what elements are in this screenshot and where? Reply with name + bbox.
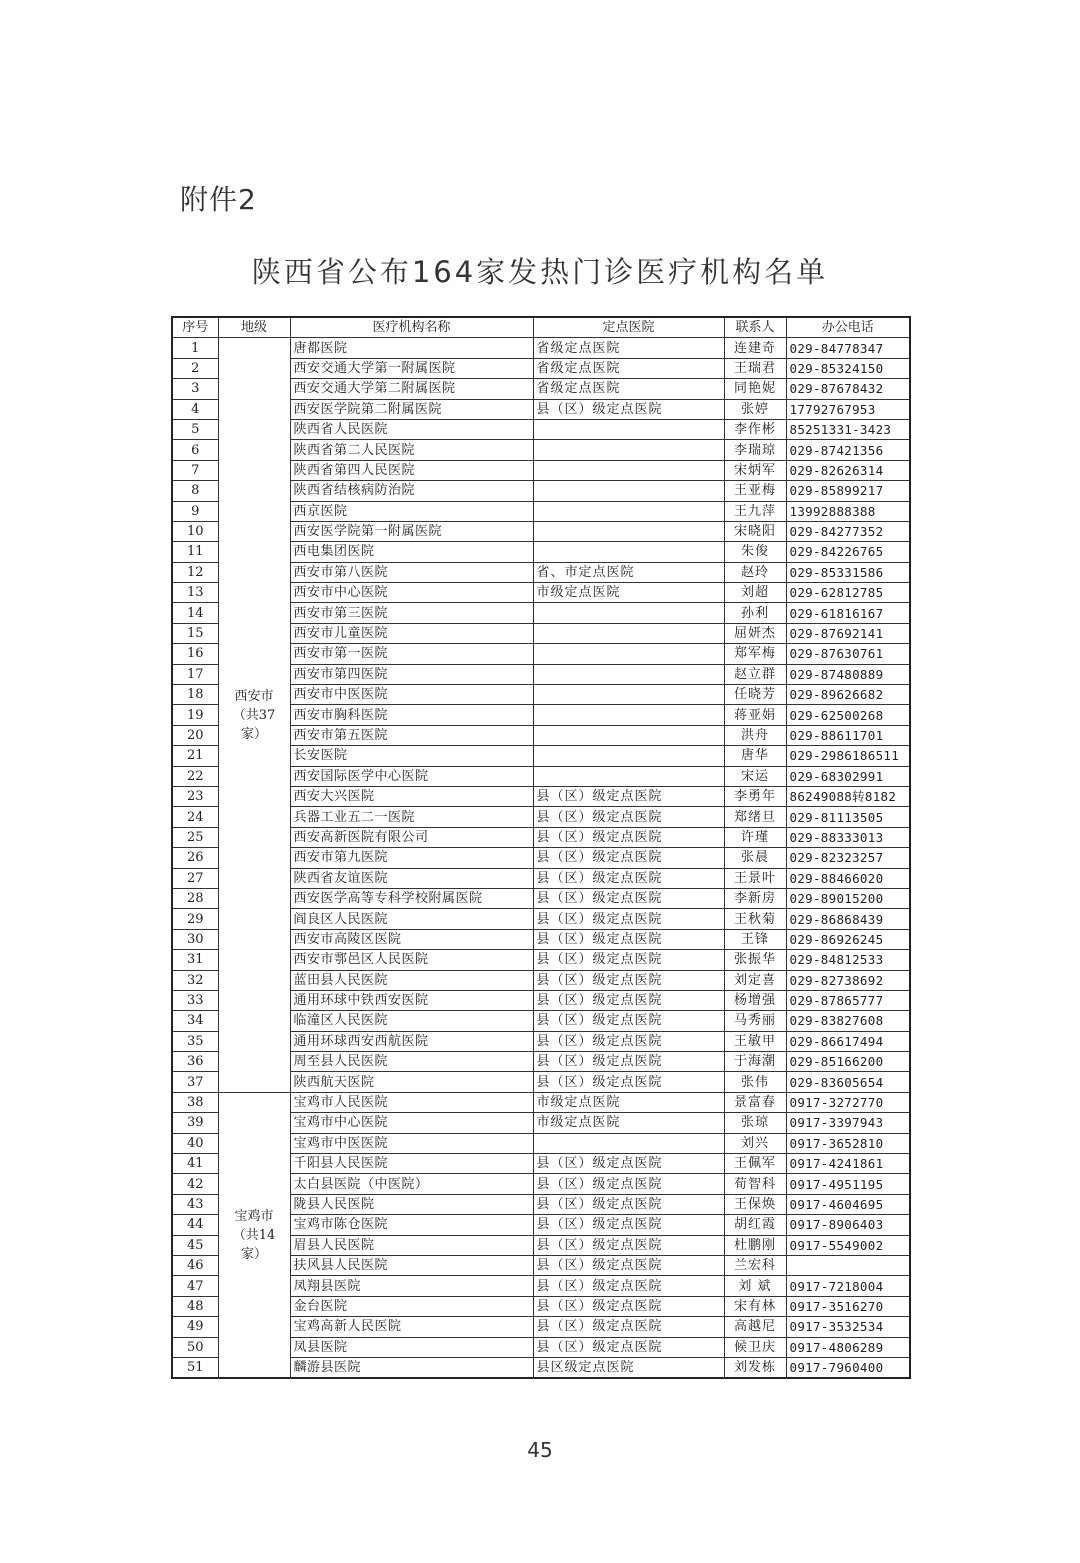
- row-seq: 27: [172, 868, 218, 888]
- row-phone: 029-87692141: [786, 623, 910, 643]
- row-phone: 029-84778347: [786, 338, 910, 358]
- row-contact: 张伟: [724, 1072, 786, 1092]
- row-seq: 45: [172, 1235, 218, 1255]
- row-seq: 1: [172, 338, 218, 358]
- row-hospital-name: 西安市第五医院: [290, 725, 533, 745]
- row-contact: 兰宏科: [724, 1255, 786, 1275]
- row-phone: 029-62812785: [786, 583, 910, 603]
- header-name: 医疗机构名称: [290, 317, 533, 338]
- row-designation: 省级定点医院: [533, 338, 724, 358]
- row-contact: 王佩军: [724, 1154, 786, 1174]
- row-seq: 10: [172, 521, 218, 541]
- row-hospital-name: 金台医院: [290, 1296, 533, 1316]
- row-designation: 县（区）级定点医院: [533, 848, 724, 868]
- row-contact: 王景叶: [724, 868, 786, 888]
- row-hospital-name: 唐都医院: [290, 338, 533, 358]
- row-contact: 王亚梅: [724, 481, 786, 501]
- row-hospital-name: 通用环球中铁西安医院: [290, 990, 533, 1010]
- row-phone: 029-62500268: [786, 705, 910, 725]
- row-designation: 县（区）级定点医院: [533, 1337, 724, 1357]
- row-seq: 35: [172, 1031, 218, 1051]
- row-phone: 029-81113505: [786, 807, 910, 827]
- row-seq: 31: [172, 950, 218, 970]
- row-designation: 县（区）级定点医院: [533, 827, 724, 847]
- row-seq: 7: [172, 460, 218, 480]
- row-contact: 荀智科: [724, 1174, 786, 1194]
- row-contact: 杨增强: [724, 990, 786, 1010]
- row-phone: 0917-4241861: [786, 1154, 910, 1174]
- row-contact: 李勇年: [724, 786, 786, 806]
- row-phone: 029-87421356: [786, 440, 910, 460]
- row-seq: 8: [172, 481, 218, 501]
- row-designation: [533, 481, 724, 501]
- row-phone: 029-84277352: [786, 521, 910, 541]
- row-seq: 3: [172, 379, 218, 399]
- row-designation: 县（区）级定点医院: [533, 1255, 724, 1275]
- row-seq: 13: [172, 583, 218, 603]
- row-seq: 43: [172, 1194, 218, 1214]
- row-contact: 景富春: [724, 1092, 786, 1112]
- row-hospital-name: 西安交通大学第一附属医院: [290, 358, 533, 378]
- row-designation: 县（区）级定点医院: [533, 807, 724, 827]
- row-designation: 县（区）级定点医院: [533, 1174, 724, 1194]
- row-contact: 连建奇: [724, 338, 786, 358]
- table-body: [172, 338, 910, 1378]
- row-designation: 县（区）级定点医院: [533, 1011, 724, 1031]
- row-hospital-name: 扶风县人民医院: [290, 1255, 533, 1275]
- row-designation: [533, 685, 724, 705]
- row-seq: 2: [172, 358, 218, 378]
- row-seq: 4: [172, 399, 218, 419]
- row-designation: [533, 746, 724, 766]
- region-label: 西安市 （共37 家）: [232, 688, 276, 742]
- row-hospital-name: 陕西航天医院: [290, 1072, 533, 1092]
- row-seq: 14: [172, 603, 218, 623]
- row-hospital-name: 兵器工业五二一医院: [290, 807, 533, 827]
- row-phone: 029-85899217: [786, 481, 910, 501]
- row-hospital-name: 阎良区人民医院: [290, 909, 533, 929]
- row-contact: 赵玲: [724, 562, 786, 582]
- row-phone: 029-86926245: [786, 929, 910, 949]
- row-seq: 18: [172, 685, 218, 705]
- row-hospital-name: 陕西省结核病防治院: [290, 481, 533, 501]
- header-contact: 联系人: [724, 317, 786, 338]
- row-seq: 48: [172, 1296, 218, 1316]
- row-hospital-name: 西安国际医学中心医院: [290, 766, 533, 786]
- row-hospital-name: 太白县医院（中医院）: [290, 1174, 533, 1194]
- row-hospital-name: 宝鸡市中医医院: [290, 1133, 533, 1153]
- row-designation: [533, 521, 724, 541]
- row-designation: 县（区）级定点医院: [533, 909, 724, 929]
- row-hospital-name: 西安大兴医院: [290, 786, 533, 806]
- document-title: 陕西省公布164家发热门诊医疗机构名单: [251, 255, 829, 289]
- row-phone: 029-84226765: [786, 542, 910, 562]
- row-seq: 36: [172, 1052, 218, 1072]
- row-contact: 刘发栋: [724, 1357, 786, 1378]
- row-contact: 李新房: [724, 888, 786, 908]
- row-seq: 39: [172, 1113, 218, 1133]
- row-designation: [533, 644, 724, 664]
- row-contact: 杜鹏刚: [724, 1235, 786, 1255]
- row-designation: [533, 419, 724, 439]
- row-hospital-name: 陇县人民医院: [290, 1194, 533, 1214]
- row-designation: 县（区）级定点医院: [533, 1154, 724, 1174]
- row-hospital-name: 蓝田县人民医院: [290, 970, 533, 990]
- row-designation: 县（区）级定点医院: [533, 888, 724, 908]
- row-phone: 029-85166200: [786, 1052, 910, 1072]
- row-contact: 赵立群: [724, 664, 786, 684]
- row-hospital-name: 陕西省友谊医院: [290, 868, 533, 888]
- row-phone: 029-87630761: [786, 644, 910, 664]
- row-designation: 省级定点医院: [533, 379, 724, 399]
- row-hospital-name: 麟游县医院: [290, 1357, 533, 1378]
- row-contact: 王秋菊: [724, 909, 786, 929]
- row-designation: [533, 623, 724, 643]
- row-hospital-name: 西安医学院第二附属医院: [290, 399, 533, 419]
- row-designation: [533, 460, 724, 480]
- row-hospital-name: 西安市第四医院: [290, 664, 533, 684]
- row-seq: 46: [172, 1255, 218, 1275]
- row-hospital-name: 临潼区人民医院: [290, 1011, 533, 1031]
- row-contact: 刘超: [724, 583, 786, 603]
- row-designation: 县（区）级定点医院: [533, 970, 724, 990]
- row-contact: 朱俊: [724, 542, 786, 562]
- row-designation: 县（区）级定点医院: [533, 1072, 724, 1092]
- row-hospital-name: 凤县医院: [290, 1337, 533, 1357]
- row-designation: 市级定点医院: [533, 583, 724, 603]
- row-phone: 0917-4806289: [786, 1337, 910, 1357]
- row-designation: 县（区）级定点医院: [533, 786, 724, 806]
- row-hospital-name: 西安高新医院有限公司: [290, 827, 533, 847]
- row-phone: 029-89015200: [786, 888, 910, 908]
- row-phone: 029-88466020: [786, 868, 910, 888]
- row-contact: 于海潮: [724, 1052, 786, 1072]
- row-contact: 候卫庆: [724, 1337, 786, 1357]
- row-seq: 50: [172, 1337, 218, 1357]
- row-seq: 29: [172, 909, 218, 929]
- row-phone: 029-88333013: [786, 827, 910, 847]
- row-seq: 22: [172, 766, 218, 786]
- row-phone: 85251331-3423: [786, 419, 910, 439]
- row-hospital-name: 西安市胸科医院: [290, 705, 533, 725]
- row-hospital-name: 西安市鄠邑区人民医院: [290, 950, 533, 970]
- row-designation: [533, 501, 724, 521]
- row-seq: 26: [172, 848, 218, 868]
- row-contact: 王敏甲: [724, 1031, 786, 1051]
- row-hospital-name: 西安市高陵区医院: [290, 929, 533, 949]
- row-designation: 县（区）级定点医院: [533, 1296, 724, 1316]
- region-cell: [218, 338, 290, 1092]
- row-designation: 县区级定点医院: [533, 1357, 724, 1378]
- row-seq: 12: [172, 562, 218, 582]
- row-hospital-name: 西安市儿童医院: [290, 623, 533, 643]
- row-contact: 高越尼: [724, 1317, 786, 1337]
- row-seq: 40: [172, 1133, 218, 1153]
- row-designation: [533, 725, 724, 745]
- row-seq: 28: [172, 888, 218, 908]
- row-contact: 蒋亚娟: [724, 705, 786, 725]
- row-contact: 王保焕: [724, 1194, 786, 1214]
- row-phone: 029-86868439: [786, 909, 910, 929]
- row-seq: 24: [172, 807, 218, 827]
- row-phone: 0917-8906403: [786, 1215, 910, 1235]
- row-designation: 县（区）级定点医院: [533, 1276, 724, 1296]
- row-hospital-name: 通用环球西安西航医院: [290, 1031, 533, 1051]
- hospital-table: [171, 316, 911, 1379]
- row-designation: [533, 542, 724, 562]
- row-phone: 029-87865777: [786, 990, 910, 1010]
- row-hospital-name: 宝鸡市人民医院: [290, 1092, 533, 1112]
- row-hospital-name: 宝鸡高新人民医院: [290, 1317, 533, 1337]
- row-contact: 孙利: [724, 603, 786, 623]
- row-designation: 县（区）级定点医院: [533, 950, 724, 970]
- row-phone: 029-87678432: [786, 379, 910, 399]
- row-hospital-name: 眉县人民医院: [290, 1235, 533, 1255]
- row-contact: 刘 斌: [724, 1276, 786, 1296]
- row-contact: 胡红霞: [724, 1215, 786, 1235]
- row-hospital-name: 西安市第一医院: [290, 644, 533, 664]
- row-seq: 23: [172, 786, 218, 806]
- row-contact: 张婷: [724, 399, 786, 419]
- row-designation: 县（区）级定点医院: [533, 1194, 724, 1214]
- row-phone: 0917-3652810: [786, 1133, 910, 1153]
- row-seq: 51: [172, 1357, 218, 1378]
- row-seq: 41: [172, 1154, 218, 1174]
- row-hospital-name: 西安医学院第一附属医院: [290, 521, 533, 541]
- row-designation: 县（区）级定点医院: [533, 1215, 724, 1235]
- row-phone: 0917-3516270: [786, 1296, 910, 1316]
- row-phone: 0917-3272770: [786, 1092, 910, 1112]
- row-phone: 029-87480889: [786, 664, 910, 684]
- row-seq: 47: [172, 1276, 218, 1296]
- table-row: [172, 1092, 910, 1112]
- row-designation: 县（区）级定点医院: [533, 1317, 724, 1337]
- row-seq: 44: [172, 1215, 218, 1235]
- row-hospital-name: 千阳县人民医院: [290, 1154, 533, 1174]
- row-hospital-name: 西京医院: [290, 501, 533, 521]
- row-hospital-name: 陕西省人民医院: [290, 419, 533, 439]
- row-contact: 屈妍杰: [724, 623, 786, 643]
- row-contact: 宋炳军: [724, 460, 786, 480]
- table-row: [172, 338, 910, 358]
- row-hospital-name: 西安市中心医院: [290, 583, 533, 603]
- page-number: 45: [527, 1438, 553, 1462]
- header-phone: 办公电话: [786, 317, 910, 338]
- row-phone: 029-82626314: [786, 460, 910, 480]
- row-contact: 同艳妮: [724, 379, 786, 399]
- row-contact: 张振华: [724, 950, 786, 970]
- row-contact: 张晨: [724, 848, 786, 868]
- row-designation: 县（区）级定点医院: [533, 1235, 724, 1255]
- row-seq: 30: [172, 929, 218, 949]
- row-hospital-name: 西电集团医院: [290, 542, 533, 562]
- region-cell: [218, 1092, 290, 1378]
- row-contact: 王九萍: [724, 501, 786, 521]
- row-hospital-name: 长安医院: [290, 746, 533, 766]
- row-phone: 029-85324150: [786, 358, 910, 378]
- row-seq: 19: [172, 705, 218, 725]
- row-phone: 029-89626682: [786, 685, 910, 705]
- row-designation: 县（区）级定点医院: [533, 990, 724, 1010]
- row-contact: 郑绪旦: [724, 807, 786, 827]
- row-phone: 0917-3532534: [786, 1317, 910, 1337]
- row-phone: 029-61816167: [786, 603, 910, 623]
- row-contact: 宋运: [724, 766, 786, 786]
- row-designation: [533, 664, 724, 684]
- header-seq: 序号: [172, 317, 218, 338]
- row-phone: 029-82738692: [786, 970, 910, 990]
- row-phone: 029-85331586: [786, 562, 910, 582]
- row-designation: 县（区）级定点医院: [533, 399, 724, 419]
- row-hospital-name: 凤翔县医院: [290, 1276, 533, 1296]
- row-hospital-name: 西安市中医医院: [290, 685, 533, 705]
- row-phone: 17792767953: [786, 399, 910, 419]
- row-phone: 029-84812533: [786, 950, 910, 970]
- row-phone: 13992888388: [786, 501, 910, 521]
- row-hospital-name: 陕西省第二人民医院: [290, 440, 533, 460]
- row-contact: 王锋: [724, 929, 786, 949]
- row-hospital-name: 西安市第九医院: [290, 848, 533, 868]
- row-phone: 029-83827608: [786, 1011, 910, 1031]
- row-phone: 0917-7218004: [786, 1276, 910, 1296]
- row-seq: 37: [172, 1072, 218, 1092]
- row-phone: 0917-7960400: [786, 1357, 910, 1378]
- row-designation: [533, 603, 724, 623]
- row-contact: 许瑾: [724, 827, 786, 847]
- row-designation: 县（区）级定点医院: [533, 929, 724, 949]
- row-seq: 5: [172, 419, 218, 439]
- row-seq: 6: [172, 440, 218, 460]
- row-seq: 20: [172, 725, 218, 745]
- row-contact: 宋晓阳: [724, 521, 786, 541]
- row-designation: 县（区）级定点医院: [533, 1031, 724, 1051]
- row-contact: 刘兴: [724, 1133, 786, 1153]
- row-hospital-name: 宝鸡市中心医院: [290, 1113, 533, 1133]
- row-seq: 38: [172, 1092, 218, 1112]
- row-contact: 马秀丽: [724, 1011, 786, 1031]
- row-phone: 86249088转8182: [786, 786, 910, 806]
- row-phone: 029-68302991: [786, 766, 910, 786]
- row-phone: 0917-4951195: [786, 1174, 910, 1194]
- row-designation: 县（区）级定点医院: [533, 1052, 724, 1072]
- row-seq: 9: [172, 501, 218, 521]
- row-contact: 唐华: [724, 746, 786, 766]
- row-phone: 029-83605654: [786, 1072, 910, 1092]
- row-phone: 0917-4604695: [786, 1194, 910, 1214]
- row-contact: 张琼: [724, 1113, 786, 1133]
- row-designation: 省、市定点医院: [533, 562, 724, 582]
- row-seq: 17: [172, 664, 218, 684]
- row-hospital-name: 西安市第三医院: [290, 603, 533, 623]
- row-contact: 李作彬: [724, 419, 786, 439]
- row-phone: [786, 1255, 910, 1275]
- row-contact: 任晓芳: [724, 685, 786, 705]
- row-hospital-name: 周至县人民医院: [290, 1052, 533, 1072]
- row-contact: 李瑞琼: [724, 440, 786, 460]
- row-seq: 32: [172, 970, 218, 990]
- row-contact: 宋有林: [724, 1296, 786, 1316]
- row-contact: 郑军梅: [724, 644, 786, 664]
- row-designation: [533, 440, 724, 460]
- header-region: 地级: [218, 317, 290, 338]
- row-seq: 25: [172, 827, 218, 847]
- table-header-row: [172, 317, 910, 338]
- row-seq: 42: [172, 1174, 218, 1194]
- row-designation: [533, 1133, 724, 1153]
- row-seq: 33: [172, 990, 218, 1010]
- attachment-label: 附件2: [180, 183, 257, 216]
- row-hospital-name: 西安市第八医院: [290, 562, 533, 582]
- row-designation: [533, 705, 724, 725]
- row-phone: 0917-3397943: [786, 1113, 910, 1133]
- row-phone: 029-88611701: [786, 725, 910, 745]
- row-phone: 029-82323257: [786, 848, 910, 868]
- row-seq: 49: [172, 1317, 218, 1337]
- row-phone: 0917-5549002: [786, 1235, 910, 1255]
- row-contact: 王瑞君: [724, 358, 786, 378]
- row-designation: 市级定点医院: [533, 1113, 724, 1133]
- row-seq: 34: [172, 1011, 218, 1031]
- row-contact: 洪舟: [724, 725, 786, 745]
- row-seq: 11: [172, 542, 218, 562]
- row-hospital-name: 西安交通大学第二附属医院: [290, 379, 533, 399]
- row-phone: 029-86617494: [786, 1031, 910, 1051]
- row-seq: 15: [172, 623, 218, 643]
- header-designation: 定点医院: [533, 317, 724, 338]
- row-hospital-name: 宝鸡市陈仓医院: [290, 1215, 533, 1235]
- region-label: 宝鸡市 （共14 家）: [232, 1208, 276, 1262]
- row-seq: 16: [172, 644, 218, 664]
- row-phone: 029-2986186511: [786, 746, 910, 766]
- row-designation: [533, 766, 724, 786]
- row-designation: 省级定点医院: [533, 358, 724, 378]
- row-designation: 县（区）级定点医院: [533, 868, 724, 888]
- row-seq: 21: [172, 746, 218, 766]
- row-designation: 市级定点医院: [533, 1092, 724, 1112]
- row-contact: 刘定喜: [724, 970, 786, 990]
- row-hospital-name: 陕西省第四人民医院: [290, 460, 533, 480]
- row-hospital-name: 西安医学高等专科学校附属医院: [290, 888, 533, 908]
